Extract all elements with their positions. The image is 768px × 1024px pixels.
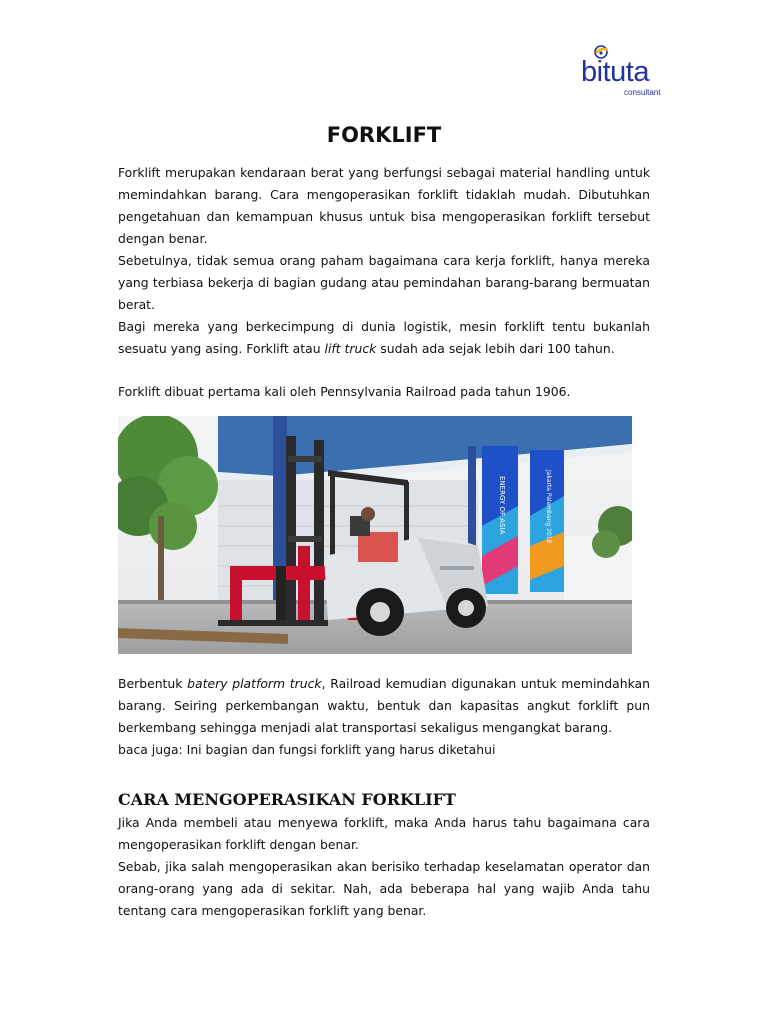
intro-paragraph-1: Forklift merupakan kendaraan berat yang berfungsi sebagai material handling untuk memindahkan barang. Cara mengoperasikan forklift tidaklah mudah. Dibutuhkan pengetahuan dan kemampuan khusus untuk bisa mengoperasikan forklift tersebut dengan benar. <box>118 165 650 246</box>
logo-wordmark: bituta <box>581 56 649 88</box>
intro-paragraph-3 <box>118 316 650 360</box>
logo-tagline: consultant <box>624 88 661 97</box>
lift-truck-term: lift truck <box>324 341 377 356</box>
forklift-photo <box>118 416 632 654</box>
section-heading: CARA MENGOPERASIKAN FORKLIFT <box>118 790 456 809</box>
intro-paragraph-4: Forklift dibuat pertama kali oleh Pennsylvania Railroad pada tahun 1906. <box>118 384 571 399</box>
history-paragraph-1 <box>118 673 650 739</box>
forklift-photo-illustration <box>118 416 632 654</box>
spacer <box>118 360 650 381</box>
banner-jakarta-palembang <box>530 450 564 592</box>
spacer <box>118 761 650 789</box>
intro-paragraph-3-text-b: sudah ada sejak lebih dari 100 tahun. <box>376 341 615 356</box>
banner-left-text: ENERGY OF ASIA <box>498 476 506 535</box>
document-body <box>118 120 650 922</box>
section-paragraph-1: Jika Anda membeli atau menyewa forklift, maka Anda harus tahu bagaimana cara mengoperasikan forklift dengan benar. <box>118 815 650 852</box>
batery-platform-truck-term: batery platform truck <box>187 676 322 691</box>
banner-right-text: Jakarta Palembang 2018 <box>545 470 552 544</box>
history-paragraph-1-text-a: Berbentuk <box>118 676 188 691</box>
company-logo <box>578 44 668 102</box>
page-title: FORKLIFT <box>326 123 442 147</box>
intro-paragraph-2: Sebetulnya, tidak semua orang paham bagaimana cara kerja forklift, hanya mereka yang terbiasa bekerja di bagian gudang atau pemindahan barang-barang bermuatan berat. <box>118 253 650 312</box>
read-also-line: baca juga: Ini bagian dan fungsi forklift yang harus diketahui <box>118 742 496 757</box>
intro-paragraph-3-text-a: Bagi mereka yang berkecimpung di dunia logistik, mesin forklift tentu bukanlah sesuatu yang asing. Forklift atau <box>118 319 650 356</box>
history-paragraph-1-text-b: , Railroad kemudian digunakan untuk memindahkan barang. Seiring perkembangan waktu, bentuk dan kapasitas angkut forklift pun berkembang sehingga menjadi alat transportasi sekaligus mengangkat barang. <box>118 676 650 735</box>
section-paragraph-2: Sebab, jika salah mengoperasikan akan berisiko terhadap keselamatan operator dan orang-orang yang ada di sekitar. Nah, ada beberapa hal yang wajib Anda tahu tentang cara mengoperasikan forklift yang benar. <box>118 859 650 918</box>
banner-energy-of-asia <box>482 446 518 594</box>
